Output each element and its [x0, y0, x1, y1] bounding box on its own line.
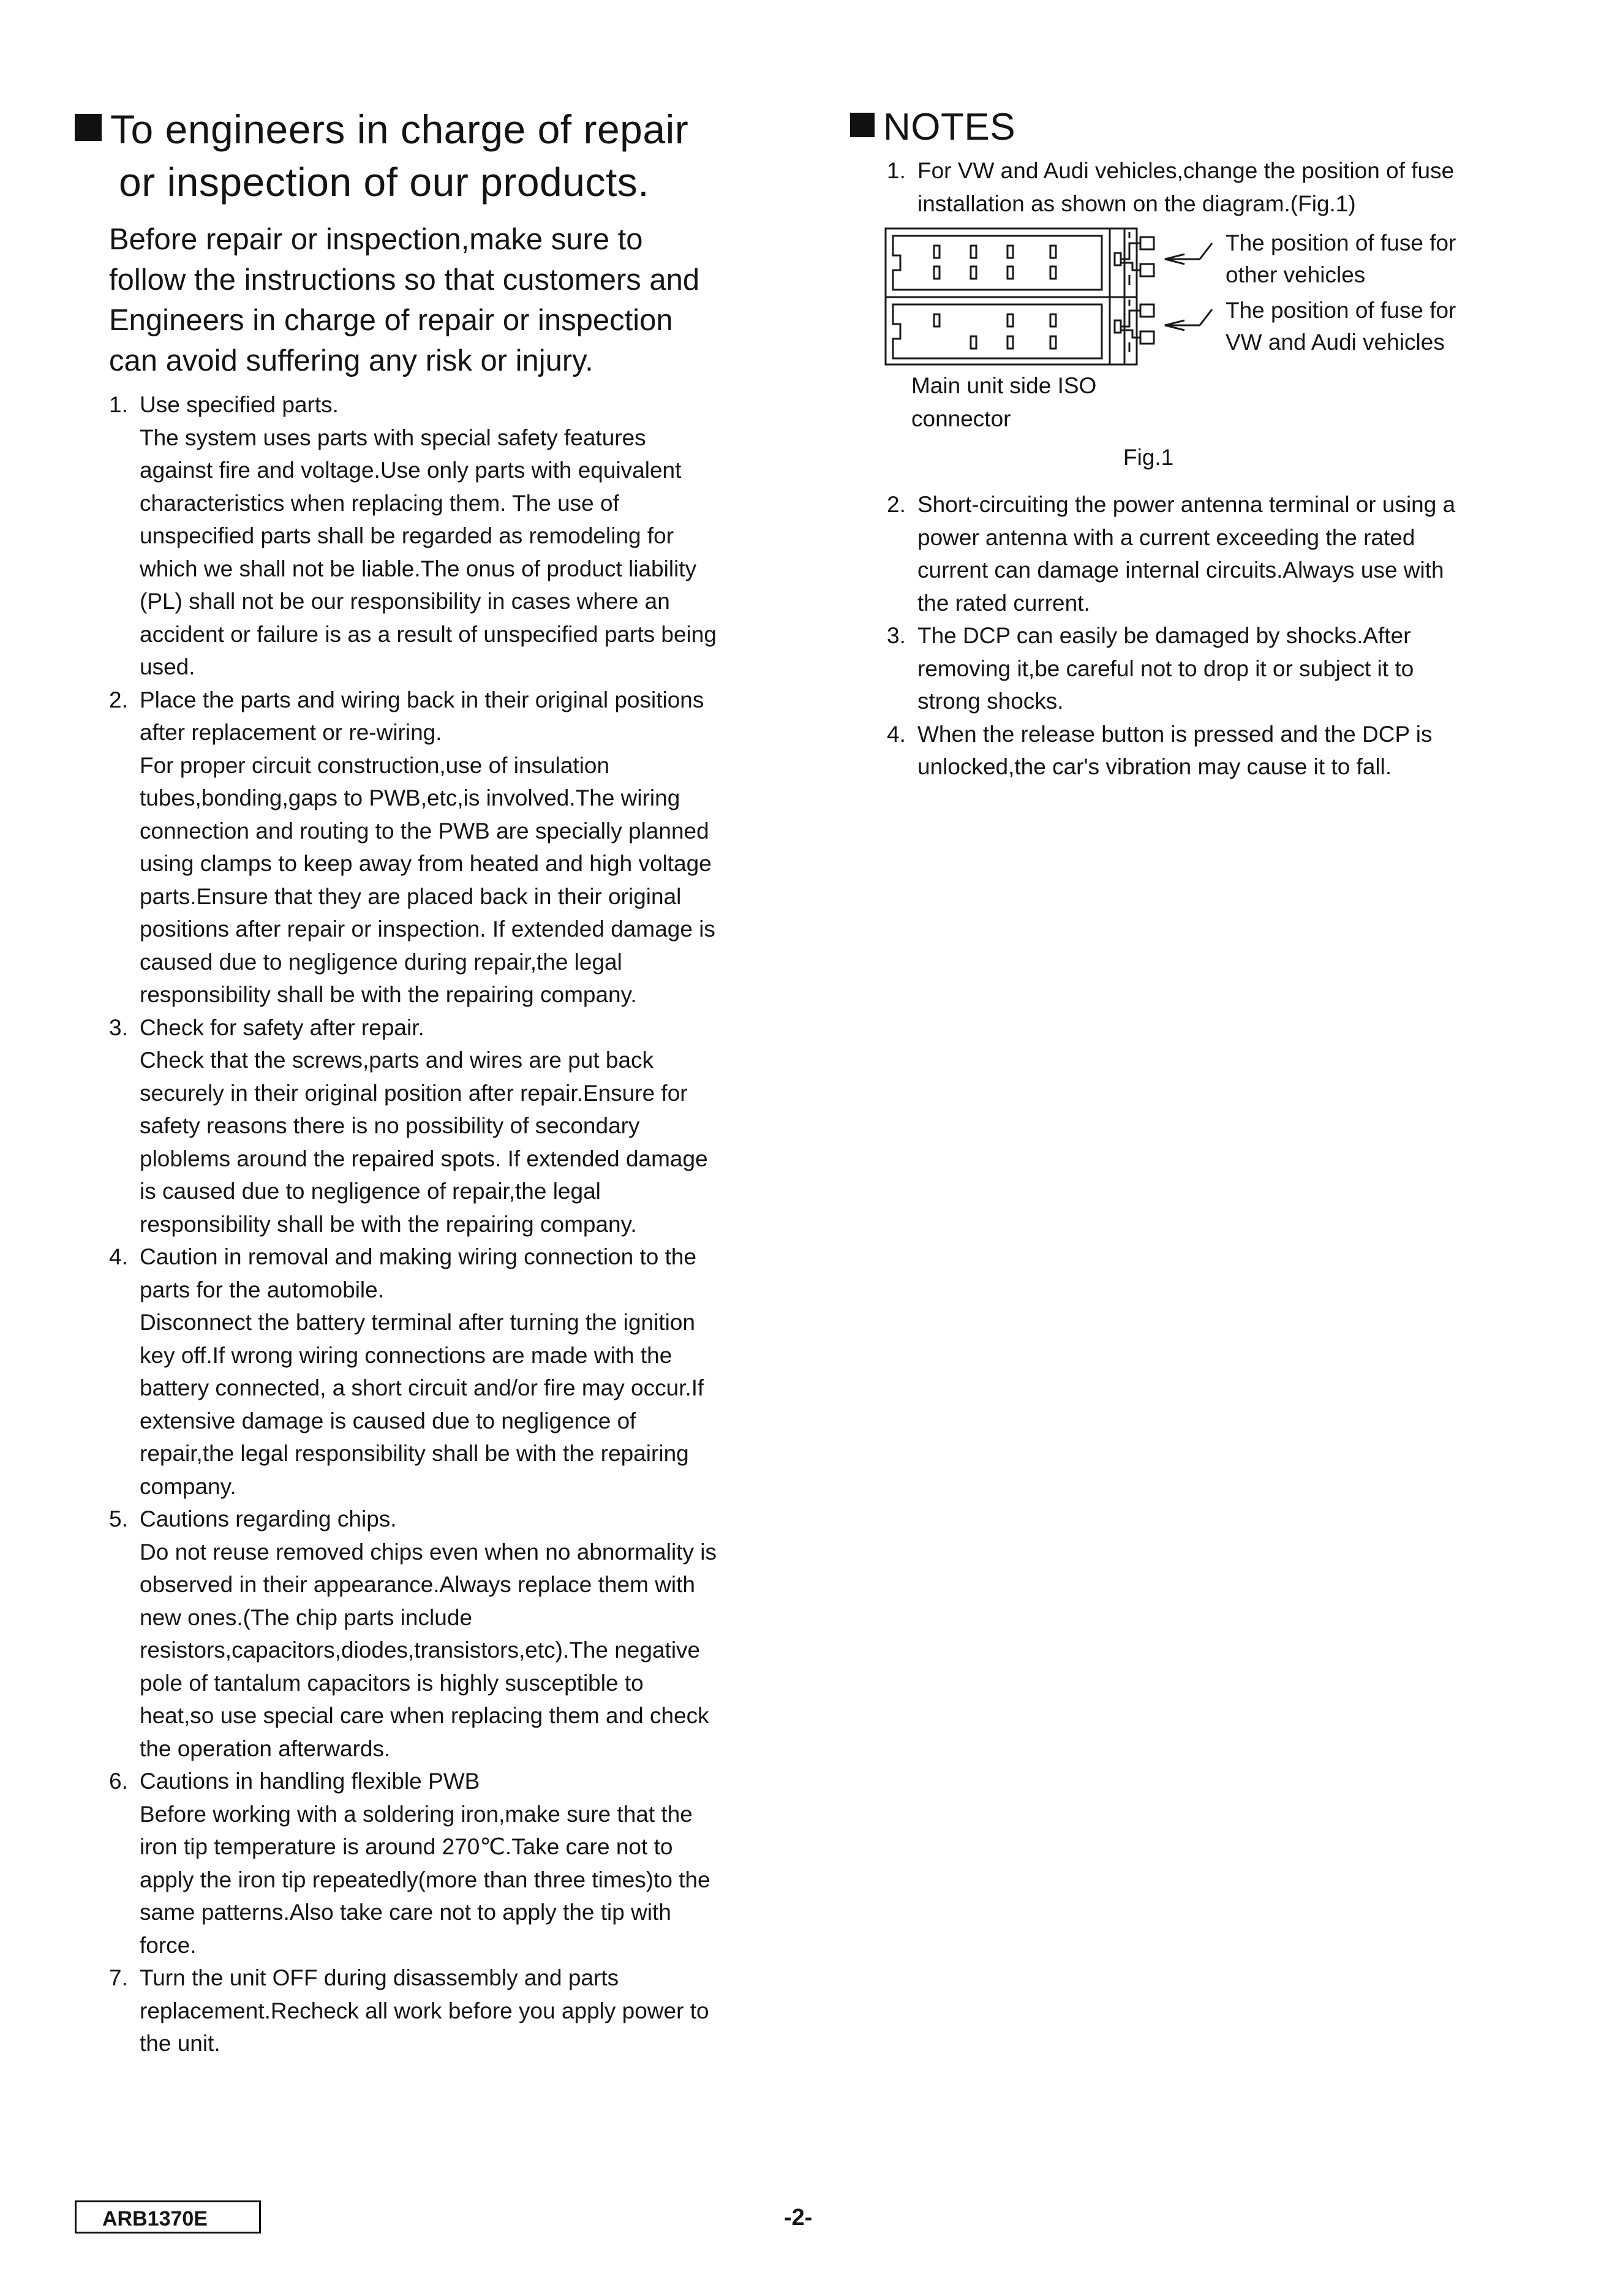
item-body: Before working with a soldering iron,make sure that the iron tip temperature is around 270℃.Take care not to apply the iron tip repeatedly(more than three times)to the same patterns.Also take care not to apply the tip with force. — [140, 1801, 710, 1958]
item-number: 3. — [109, 1014, 128, 1040]
figure-number: Fig.1 — [1123, 445, 1174, 470]
list-item — [109, 388, 724, 684]
notes-title: NOTES — [883, 106, 1016, 148]
note-number: 3. — [887, 623, 906, 648]
list-item — [109, 1503, 724, 1765]
item-number: 1. — [109, 392, 128, 417]
note-item — [887, 718, 1463, 784]
note-text: Short-circuiting the power antenna terminal or using a power antenna with a current exceeding the rated current can damage internal circuits.Always use with the rated current. — [917, 492, 1456, 616]
item-body: Disconnect the battery terminal after turning the ignition key off.If wrong wiring connections are made with the battery connected, a short circuit and/or fire may occur.If extensive damage is caused due to negligence of repair,the legal responsibility shall be with the repairing company. — [140, 1310, 704, 1499]
intro-paragraph: Before repair or inspection,make sure to follow the instructions so that customers and Engineers in charge of repair or inspection can avoid suffering any risk or injury. — [109, 223, 700, 377]
item-body: For proper circuit construction,use of insulation tubes,bonding,gaps to PWB,etc,is involved.The wiring connection and routing to the PWB are specially planned using clamps to keep away from heated and high voltage parts.Ensure that they are placed back in their original positions after repair or inspection. If extended damage is caused due to negligence during repair,the legal responsibility shall be with the repairing company. — [140, 752, 715, 1007]
repair-instructions-list — [109, 388, 724, 2060]
item-body: Check that the screws,parts and wires are put back securely in their original position after repair.Ensure for safety reasons there is no possibility of secondary ploblems around the repaired spots. If extended damage is caused due to negligence of repair,the legal responsibility shall be with the repairing company. — [140, 1048, 708, 1237]
note-text: When the release button is pressed and the DCP is unlocked,the car's vibration may cause it to fall. — [917, 721, 1433, 779]
heading-line-2: or inspection of our products. — [119, 159, 650, 205]
item-title: Place the parts and wiring back in their original positions after replacement or re-wiring. — [140, 687, 704, 745]
heading-line-1: To engineers in charge of repair — [110, 107, 689, 152]
item-title: Cautions regarding chips. — [140, 1506, 397, 1531]
item-number: 2. — [109, 687, 128, 712]
bullet-square-icon — [75, 114, 102, 141]
note-text: The DCP can easily be damaged by shocks.After removing it,be careful not to drop it or subject it to strong shocks. — [917, 623, 1414, 714]
item-body: The system uses parts with special safety features against fire and voltage.Use only parts with equivalent characteristics when replacing them. The use of unspecified parts shall be regarded as remodeling for which we shall not be liable.The onus of product liability (PL) shall not be our responsibility in cases where an accident or failure is as a result of unspecified parts being used. — [140, 425, 717, 679]
list-item — [109, 1011, 724, 1241]
note-number: 4. — [887, 721, 906, 747]
repair-section — [75, 103, 724, 2060]
section-heading — [75, 103, 724, 156]
note-item — [887, 154, 1463, 220]
notes-section — [850, 103, 1463, 784]
note-number: 1. — [887, 158, 906, 183]
notes-list-continued — [887, 488, 1463, 784]
connector-side-label: Main unit side ISO connector — [911, 373, 1097, 431]
item-number: 4. — [109, 1244, 128, 1269]
item-number: 5. — [109, 1506, 128, 1531]
note-text: For VW and Audi vehicles,change the position of fuse installation as shown on the diagram.(Fig.1) — [917, 158, 1455, 216]
note-number: 2. — [887, 492, 906, 517]
item-title: Turn the unit OFF during disassembly and parts replacement.Recheck all work before you apply power to the unit. — [140, 1965, 709, 2056]
item-body: Do not reuse removed chips even when no abnormality is observed in their appearance.Always replace them with new ones.(The chip parts include resistors,capacitors,diodes,transistors,etc).The negative pole of tantalum capacitors is highly susceptible to heat,so use special care when replacing them and check the operation afterwards. — [140, 1539, 717, 1761]
document-code: ARB1370E — [75, 2200, 261, 2234]
item-title: Check for safety after repair. — [140, 1014, 424, 1040]
item-title: Caution in removal and making wiring connection to the parts for the automobile. — [140, 1244, 697, 1302]
page-number: -2- — [784, 2205, 813, 2230]
note-item — [887, 619, 1463, 718]
item-number: 6. — [109, 1769, 128, 1794]
bullet-square-icon — [850, 113, 875, 137]
note-item — [887, 488, 1463, 619]
item-number: 7. — [109, 1965, 128, 1990]
label-vw-audi: The position of fuse for VW and Audi vehicles — [1226, 298, 1456, 355]
notes-heading — [850, 103, 1463, 152]
item-title: Cautions in handling flexible PWB — [140, 1769, 480, 1794]
list-item — [109, 684, 724, 1011]
list-item — [109, 1962, 724, 2060]
label-other-vehicles: The position of fuse for other vehicles — [1226, 230, 1456, 287]
fuse-position-figure — [884, 226, 1472, 483]
fuse-diagram — [884, 226, 1227, 373]
list-item — [109, 1765, 724, 1962]
item-title: Use specified parts. — [140, 392, 339, 417]
notes-list — [887, 154, 1463, 220]
list-item — [109, 1241, 724, 1503]
